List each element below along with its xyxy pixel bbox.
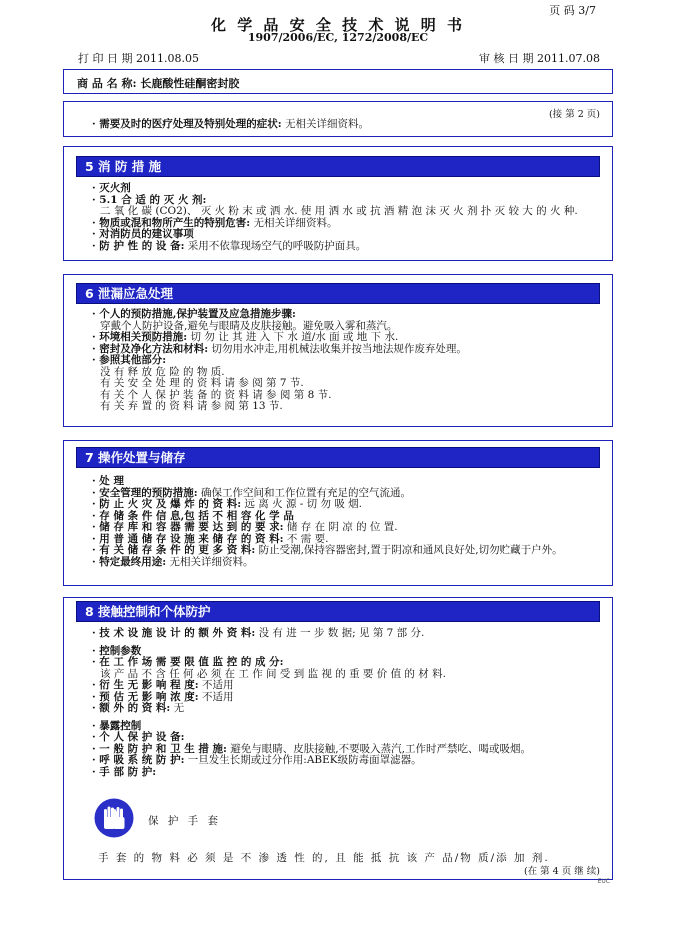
line-label: · 物质或混和物所产生的特别危害: (92, 216, 251, 229)
review-date: 审 核 日 期 2011.07.08 (479, 52, 600, 65)
line: · 手 部 防 护: (92, 765, 157, 778)
page-number: 页 码 3/7 (549, 4, 596, 17)
continuation-box (63, 101, 613, 137)
print-date: 打 印 日 期 2011.08.05 (78, 52, 199, 65)
line: · 个 人 保 护 设 备: (92, 731, 185, 743)
line: 有 关 弃 置 的 资 料 请 参 阅 第 13 节. (100, 400, 283, 412)
section-6-heading: 6 泄漏应急处理 (76, 283, 600, 304)
continued-on-note: (在 第 4 页 继 续) (523, 866, 600, 877)
line: · 在 工 作 场 需 要 限 值 监 控 的 成 分: (92, 656, 284, 668)
line: 没 有 释 放 危 险 的 物 质. (100, 365, 225, 378)
line-label: · 预 估 无 影 响 浓 度: (92, 690, 199, 703)
section-5-body (92, 183, 602, 252)
line (92, 755, 602, 767)
document-title: 化 学 品 安 全 技 术 说 明 书 (210, 16, 465, 34)
line-label: · 防 止 火 灾 及 爆 炸 的 资 料: (92, 498, 242, 510)
line-value: 切勿用水冲走,用机械法收集并按当地法规作废弃处理。 (208, 342, 467, 355)
line-value: 无相关详细资料。 (166, 555, 254, 568)
line: 该 产 品 不 含 任 何 必 须 在 工 作 间 受 到 监 视 的 重 要 价 值 的 材 料. (100, 667, 446, 680)
line-label: · 技 术 设 施 设 计 的 额 外 资 料: (92, 627, 256, 639)
line (92, 557, 602, 569)
line: · 存 储 条 件 信 息,包 括 不 相 容 化 学 品 (92, 509, 294, 522)
line-label: · 一 般 防 护 和 卫 生 措 施: (92, 742, 227, 755)
line-value: 储 存 在 阴 凉 的 位 置. (283, 521, 398, 533)
continued-from-note: (接 第 2 页) (548, 109, 600, 120)
product-name-box (63, 69, 613, 94)
line-value: 采用不依靠现场空气的呼吸防护面具。 (184, 239, 367, 252)
line-value: 不 需 要. (283, 532, 329, 545)
line-label: · 额 外 的 资 料: (92, 702, 171, 714)
line-label: · 安全管理的预防措施: (92, 486, 198, 499)
line-value: 没 有 进 一 步 数 据; 见 第 7 部 分. (255, 627, 425, 639)
line-value: 远 离 火 源 - 切 勿 吸 烟. (241, 498, 363, 510)
line-label: · 环境相关预防措施: (92, 331, 188, 343)
section-7-body (92, 476, 602, 568)
line (92, 628, 602, 640)
line-value: 一旦发生长期或过分作用:ABEK级防毒面罩滤器。 (184, 754, 422, 766)
line-label: · 用 普 通 储 存 设 施 来 储 存 的 资 料: (92, 532, 284, 545)
section-6 (63, 274, 613, 427)
section-5 (63, 146, 613, 261)
line-label: · 呼 吸 系 统 防 护: (92, 754, 185, 766)
line: · 处 理 (92, 475, 124, 487)
line: 有 关 安 全 处 理 的 资 料 请 参 阅 第 7 节. (100, 377, 304, 389)
line-value: 避免与眼睛、皮肤接触,不要吸入蒸汽,工作时严禁吃、喝或吸烟。 (226, 742, 531, 755)
section-8-heading: 8 接触控制和个体防护 (76, 601, 600, 622)
line-value: 无 (170, 702, 185, 714)
line-value: 确保工作空间和工作位置有充足的空气流通。 (197, 486, 412, 499)
line: · 控制参数 (92, 644, 142, 657)
line: 有 关 个 人 保 护 装 备 的 资 料 请 参 阅 第 8 节. (100, 388, 332, 401)
line-label: · 防 护 性 的 设 备: (92, 239, 185, 252)
gloves-icon (94, 798, 134, 838)
line (92, 241, 602, 253)
line-value: 无相关详细资料。 (281, 118, 370, 130)
line-label: · 密封及净化方法和材料: (92, 342, 209, 355)
section-5-heading: 5 消 防 措 施 (76, 156, 600, 177)
line: · 参照其他部分: (92, 354, 167, 366)
line (92, 499, 602, 511)
line: · 个人的预防措施,保护装置及应急措施步骤: (92, 308, 296, 320)
section-8 (63, 597, 613, 880)
continuation-lines (92, 119, 602, 131)
line-label: · 有 关 储 存 条 件 的 更 多 资 料: (92, 544, 256, 556)
medical-treatment-line (92, 119, 602, 131)
line-value: 不适用 (198, 679, 234, 691)
glove-label: 保 护 手 套 (148, 815, 222, 827)
line-label: · 需要及时的医疗处理及特别处理的症状: (92, 118, 282, 130)
section-6-body (92, 309, 602, 413)
line: · 对消防员的建议事项 (92, 228, 194, 240)
line (92, 703, 602, 715)
line (92, 344, 602, 356)
line-value: 防止受潮,保持容器密封,置于阴凉和通风良好处,切勿贮藏于户外。 (255, 544, 563, 556)
line: 穿戴个人防护设备,避免与眼睛及皮肤接触。避免吸入雾和蒸汽。 (100, 319, 398, 332)
line-value: 不适用 (198, 690, 234, 703)
line: · 灭火剂 (92, 182, 131, 194)
line-value: 无相关详细资料。 (250, 216, 338, 229)
footer-code: EUC (597, 878, 610, 885)
line: · 5.1 合 适 的 灭 火 剂: (92, 193, 207, 206)
line: 二 氧 化 碳 (CO2)、 灭 火 粉 末 或 洒 水. 使 用 洒 水 或 抗 酒 精 泡 沫 灭 火 剂 扑 灭 较 大 的 火 种. (100, 205, 578, 217)
line-value: 切 勿 让 其 进 入 下 水 道/水 面 或 地 下 水. (187, 331, 399, 343)
section-8-body (92, 628, 602, 778)
section-7 (63, 440, 613, 586)
line-label: · 特定最终用途: (92, 555, 167, 568)
document-subtitle: 1907/2006/EC, 1272/2008/EC (247, 31, 429, 44)
line-label: · 储 存 库 和 容 器 需 要 达 到 的 要 求: (92, 521, 284, 533)
line: · 暴露控制 (92, 719, 142, 732)
glove-material-text: 手 套 的 物 料 必 须 是 不 渗 透 性 的, 且 能 抵 抗 该 产 品/物 质/添 加 剂. (98, 852, 550, 864)
section-7-heading: 7 操作处置与储存 (76, 447, 600, 468)
product-name: 商 品 名 称: 长鹿酸性硅酮密封胶 (77, 77, 240, 90)
line-label: · 衍 生 无 影 响 程 度: (92, 679, 199, 691)
